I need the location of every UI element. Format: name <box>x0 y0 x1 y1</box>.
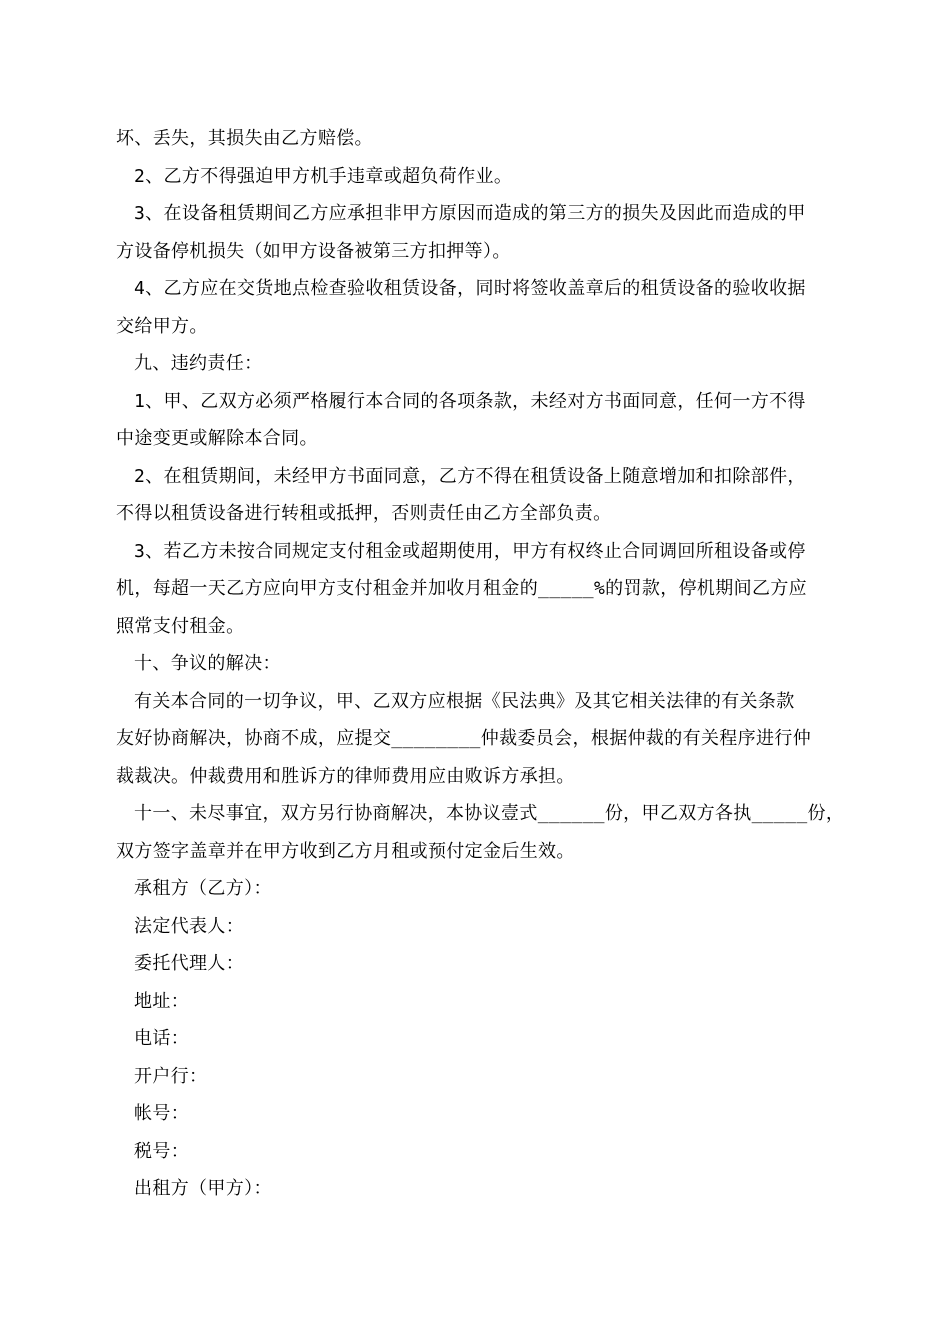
liability-clause-1: 1、甲、乙双方必须严格履行本合同的各项条款，未经对方书面同意，任何一方不得 <box>134 390 806 412</box>
dispute-clause: 有关本合同的一切争议，甲、乙双方应根据《民法典》及其它相关法律的有关条款 <box>134 690 795 712</box>
text-line: 机，每超一天乙方应向甲方支付租金并加收月租金的_____%的罚款，停机期间乙方应 <box>116 578 808 599</box>
text-line: 双方签字盖章并在甲方收到乙方月租或预付定金后生效。 <box>116 840 575 862</box>
text-line: 中途变更或解除本合同。 <box>116 428 318 449</box>
address-label: 地址： <box>134 990 190 1012</box>
clause-2-no-forced-violation: 2、乙方不得强迫甲方机手违章或超负荷作业。 <box>134 165 513 187</box>
text-line: 坏、丢失，其损失由乙方赔偿。 <box>116 128 373 149</box>
document-body <box>116 120 846 1208</box>
section-heading-liability: 九、违约责任： <box>134 353 263 374</box>
clause-4-inspection: 4、乙方应在交货地点检查验收租赁设备，同时将签收盖章后的租赁设备的验收收据 <box>134 278 806 299</box>
liability-clause-3: 3、若乙方未按合同规定支付租金或超期使用，甲方有权终止合同调回所租设备或停 <box>134 540 806 562</box>
text-line: 友好协商解决，协商不成，应提交________仲裁委员会，根据仲裁的有关程序进行仲 <box>116 728 812 749</box>
legal-representative-label: 法定代表人： <box>134 915 245 937</box>
section-eleven-misc: 十一、未尽事宜，双方另行协商解决，本协议壹式______份，甲乙双方各执_____份， <box>134 803 845 824</box>
authorized-agent-label: 委托代理人： <box>134 953 245 974</box>
text-line: 交给甲方。 <box>116 315 208 337</box>
bank-label: 开户行： <box>134 1065 208 1087</box>
text-line: 裁裁决。仲裁费用和胜诉方的律师费用应由败诉方承担。 <box>116 765 575 787</box>
tax-id-label: 税号： <box>134 1140 190 1162</box>
text-line: 照常支付租金。 <box>116 615 245 637</box>
text-line: 方设备停机损失（如甲方设备被第三方扣押等）。 <box>116 240 511 262</box>
account-label: 帐号： <box>134 1103 190 1124</box>
lessor-label: 出租方（甲方）： <box>134 1178 272 1199</box>
section-heading-dispute: 十、争议的解决： <box>134 653 281 674</box>
liability-clause-2: 2、在租赁期间，未经甲方书面同意，乙方不得在租赁设备上随意增加和扣除部件， <box>134 465 806 487</box>
lessee-label: 承租方（乙方）： <box>134 878 272 899</box>
clause-3-third-party-loss: 3、在设备租赁期间乙方应承担非甲方原因而造成的第三方的损失及因此而造成的甲 <box>134 203 806 224</box>
text-line: 不得以租赁设备进行转租或抵押，否则责任由乙方全部负责。 <box>116 503 612 524</box>
phone-label: 电话： <box>134 1028 190 1049</box>
